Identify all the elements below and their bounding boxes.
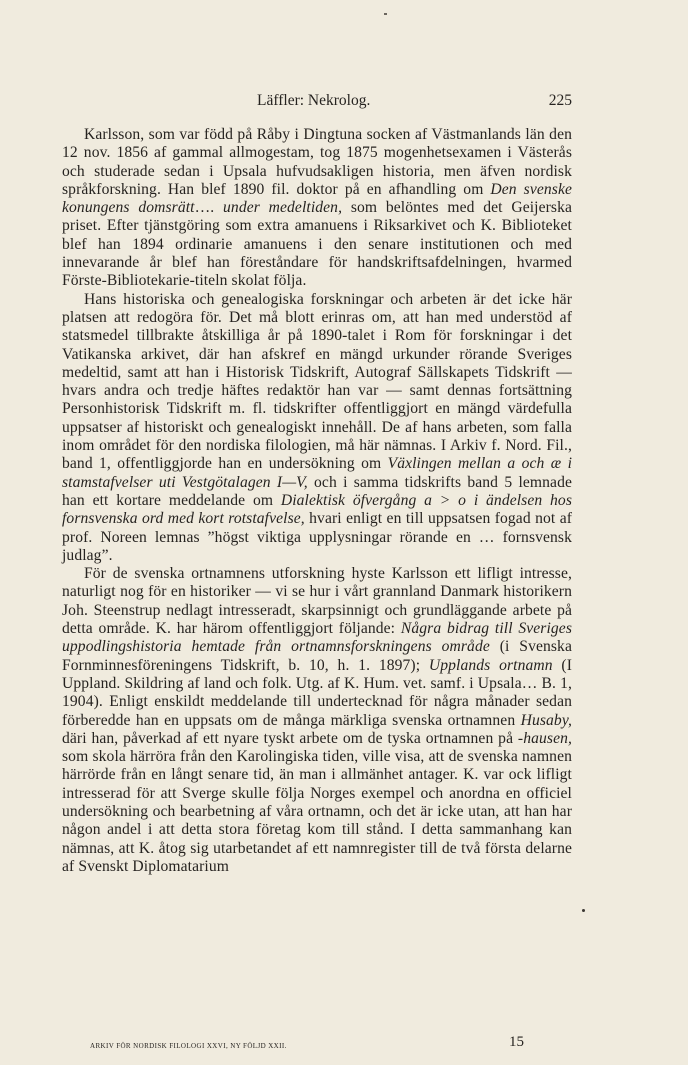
running-title: Läffler: Nekrolog. — [257, 92, 371, 109]
work-title: Några bidrag till Sveriges uppodlingshistoria hemtade från ortnamnsforskningens område — [62, 620, 572, 656]
article-body — [62, 126, 572, 876]
paragraph-1: Karlsson, som var född på Råby i Dingtuna socken af Västmanlands län den 12 nov. 1856 af gammal allmogestam, tog 1875 mogenhetsexamen i Västerås och studerade sedan i Upsala hufvudsakligen historia, men äfven nordisk språkforskning. Han blef 1890 fil. doktor på en afhandling om Den svenske konungens domsrätt…. under medeltiden, som belöntes med det Geijerska priset. Efter tjänstgöring som extra amanuens i Riksarkivet och K. Biblioteket blef han 1894 ordinarie amanuens i den senare institutionen och med innevarande år blef han föreståndare för handskriftsafdelningen, hvarmed Förste-Bibliotekarie-titeln skolat följa. — [62, 126, 572, 290]
place-name: Husaby, — [520, 711, 572, 729]
journal-line: ARKIV FÖR NORDISK FILOLOGI XXVI, NY FÖLJD XXII. — [90, 1042, 287, 1050]
printing-mark — [384, 13, 387, 15]
page-number: 225 — [548, 92, 572, 109]
work-title: under medeltiden, — [223, 199, 343, 217]
work-title: Dialektisk öfvergång a > o i ändelsen hos fornsvenska ord med kort rotstafvelse, — [62, 491, 572, 528]
work-title: Upplands ortnamn — [428, 656, 553, 674]
paragraph-2: Hans historiska och genealogiska forskningar och arbeten är det icke här platsen att redogöra för. Det må blott erinras om, att han med understöd af statsmedel tillbrakte åtskilliga år på 1890-talet i Rom för forskningar i det Vatikanska arkivet, där han afskref en mängd urkunder rörande Sveriges medeltid, samt att han i Historisk Tidskrift, Autograf Sällskapets Tidskrift — hvars andra och tredje häftes redaktör han var — samt dennas fortsättning Personhistorisk Tidskrift m. fl. tidskrifter offentliggjort en mängd värdefulla uppsatser af historiskt och genealogiskt innehåll. De af hans arbeten, som falla inom området för den nordiska filologien, må här nämnas. I Arkiv f. Nord. Fil., band 1, offentliggjorde han en undersökning om Växlingen mellan a och æ i stamstafvelser uti Vestgötalagen I—V, och i samma tidskrifts band 5 lemnade han ett kortare meddelande om Dialektisk öfvergång a > o i ändelsen hos fornsvenska ord med kort rotstafvelse, hvari enligt en till uppsatsen fogad not af prof. Noreen lemnas ”högst viktiga upplysningar rörande en … fornsvensk judlag”. — [62, 290, 573, 564]
running-header — [62, 92, 572, 112]
paragraph-3: För de svenska ortnamnens utforskning hyste Karlsson ett lifligt intresse, naturligt nog för en historiker — vi se hur i vårt grannland Danmark historikern Joh. Steenstrup nedlagt intresseradt, skarpsinnigt och grundläggande arbete på detta område. K. har härom offentliggjort följande: Några bidrag till Sveriges uppodlingshistoria hemtade från ortnamnsforskningens område (i Svenska Fornminnesföreningens Tidskrift, b. 10, h. 1. 1897); Upplands ortnamn (I Uppland. Skildring af land och folk. Utg. af K. Hum. vet. samf. i Upsala… B. 1, 1904). Enligt enskildt meddelande till undertecknad för några månader sedan förberedde han en uppsats om de många märkliga svenska ortnamnen Husaby, däri han, påverkad af ett nyare tyskt arbete om de tyska ortnamnen på -hausen, som skola härröra från den Karolingiska tiden, ville visa, att de svenska namnen härrörde från en långt senare tid, än man i allmänhet antager. K. var ock lifligt intresserad för att Sverge skulle följa Norges exempel och anordna en officiel undersökning och bearbetning af våra ortnamn, och det är icke utan, att han har någon andel i att detta stora företag kom till stånd. I detta sammanhang kan nämnas, att K. åtog sig utarbetandet af ett namnregister till de två första delarne af Svenskt Diplomatarium — [62, 565, 572, 875]
printing-mark — [582, 909, 585, 912]
work-title: Den svenske konungens domsrätt — [62, 180, 572, 217]
work-title: Växlingen mellan a och æ i stamstafvelser uti Vestgötalagen I—V, — [62, 455, 572, 491]
place-name: -hausen, — [517, 729, 572, 747]
signature-mark: 15 — [509, 1034, 524, 1050]
